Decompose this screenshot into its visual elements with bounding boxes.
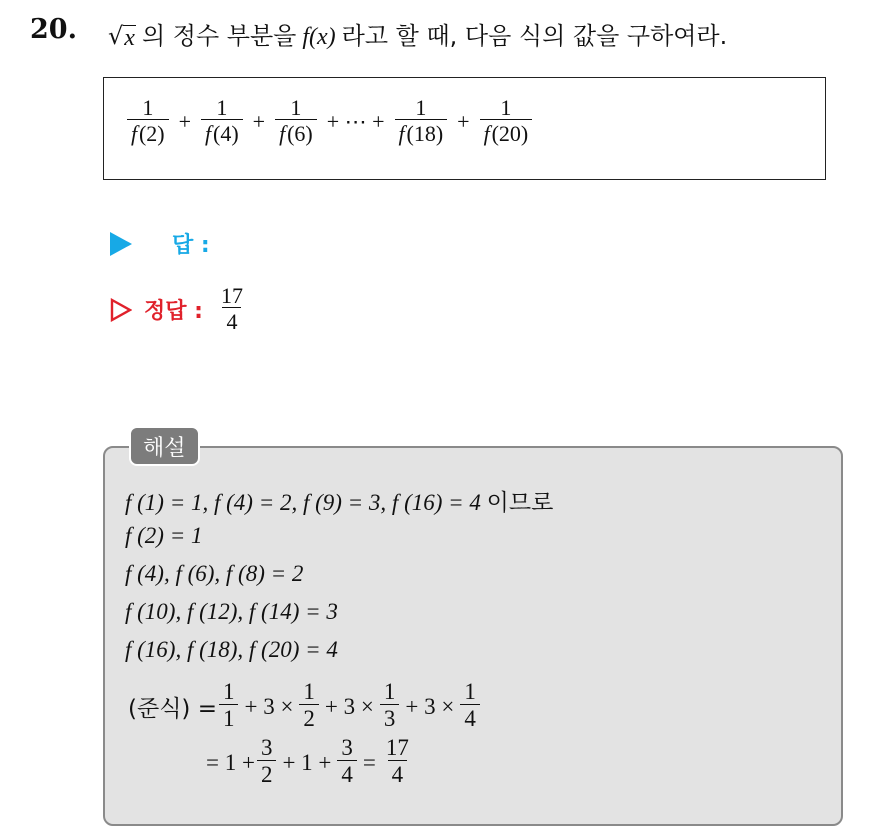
- ellipsis: + ⋯ +: [326, 108, 385, 134]
- question-text-part2: 라고 할 때, 다음 식의 값을 구하여라.: [341, 22, 728, 50]
- solution-line-7: = 1 + $\frac{3}{2}$ + 1 + $\frac{3}{4}$ = $\frac{17}{4}$: [206, 736, 415, 790]
- fraction-term-2: $\frac{1}{f (4)}$: [201, 96, 243, 148]
- solution-line-5: f (16), f (18), f (20) = 4: [125, 637, 338, 662]
- term-fraction-1: $\frac{1}{1}$: [219, 680, 239, 734]
- solution-line-3: f (4), f (6), f (8) = 2: [125, 561, 304, 586]
- solution-line-2: f (2) = 1: [125, 523, 203, 548]
- term-fraction-3: $\frac{1}{3}$: [380, 680, 400, 734]
- sqrt-expression: [108, 22, 136, 50]
- result-fraction-3: $\frac{17}{4}$: [382, 736, 413, 790]
- question-text: [108, 16, 727, 51]
- correct-answer-label: 정답 :: [144, 299, 203, 325]
- term-fraction-4: $\frac{1}{4}$: [460, 680, 480, 734]
- fraction-term-4: $\frac{1}{f (18)}$: [395, 96, 448, 148]
- sqrt-variable: x: [124, 25, 135, 51]
- expression: $\frac{1}{f (2)}$ + $\frac{1}{f (4)}$ + $\frac{1}{f (6)}$ + ⋯ + $\frac{1}{f (18)}$ + $\frac{1}{f (20)}$: [125, 96, 534, 148]
- answer-label: 답 :: [172, 233, 210, 258]
- outline-triangle-icon: [110, 298, 132, 322]
- solution-tab: 해설: [129, 426, 200, 466]
- sqrt-icon: √: [108, 22, 124, 50]
- correct-answer-row: [110, 284, 249, 336]
- fraction-term-1: $\frac{1}{f (2)}$: [127, 96, 169, 148]
- correct-answer-value: $\frac{17}{4}$: [220, 283, 243, 335]
- question-number: 20.: [30, 14, 77, 45]
- play-triangle-icon: [110, 232, 132, 256]
- solution-line-6: (준식) = $\frac{1}{1}$ + 3 × $\frac{1}{2}$ + 3 × $\frac{1}{3}$ + 3 × $\frac{1}{4}$: [128, 680, 482, 734]
- solution-line-1: f (1) = 1, f (4) = 2, f (9) = 3, f (16) = 4 이므로: [125, 490, 554, 516]
- question-text-part1: 의 정수 부분을: [141, 22, 297, 50]
- question-function-arg: (x): [309, 24, 336, 50]
- answer-row: [110, 228, 210, 259]
- question-function: f: [302, 24, 309, 50]
- fraction-term-3: $\frac{1}{f (6)}$: [275, 96, 317, 148]
- term-fraction-2: $\frac{1}{2}$: [299, 680, 319, 734]
- solution-line-4: f (10), f (12), f (14) = 3: [125, 599, 338, 624]
- result-fraction-2: $\frac{3}{4}$: [337, 736, 357, 790]
- result-fraction-1: $\frac{3}{2}$: [257, 736, 277, 790]
- fraction-term-5: $\frac{1}{f (20)}$: [480, 96, 533, 148]
